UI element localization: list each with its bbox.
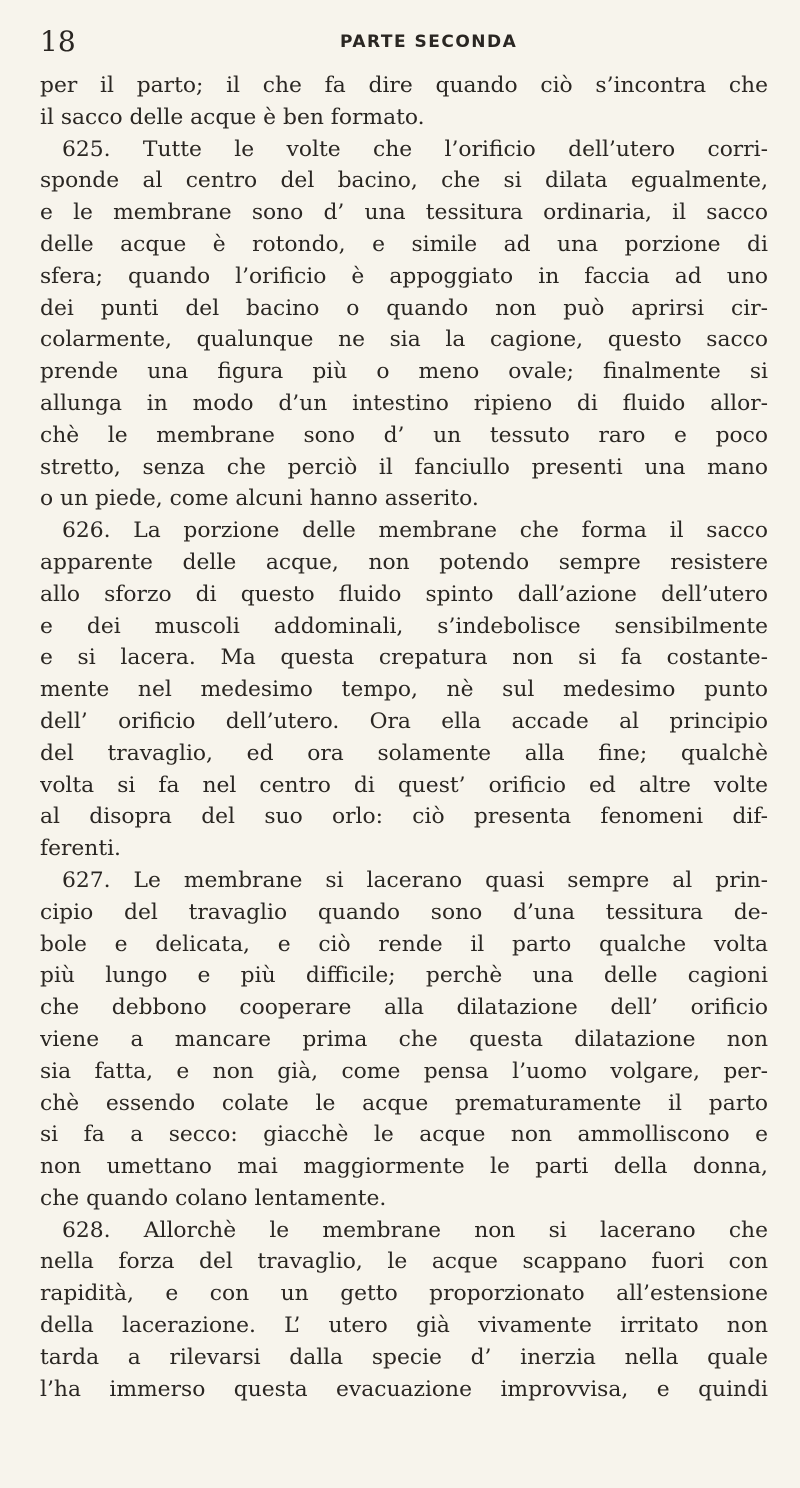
- text-line: colarmente, qualunque ne sia la cagione, questo sacco: [40, 327, 768, 353]
- text-line: al disopra del suo orlo: ciò presenta fenomeni dif-: [40, 804, 768, 830]
- text-line: della lacerazione. L’ utero già vivamente irritato non: [40, 1313, 768, 1339]
- running-head: PARTE SECONDA: [340, 32, 518, 52]
- text-line: del travaglio, ed ora solamente alla fine; qualchè: [40, 740, 768, 766]
- text-line: 627. Le membrane si lacerano quasi sempre al prin-: [62, 867, 768, 893]
- text-line: più lungo e più difficile; perchè una delle cagioni: [40, 963, 768, 989]
- text-line: stretto, senza che perciò il fanciullo presenti una mano: [40, 454, 768, 480]
- text-line: viene a mancare prima che questa dilatazione non: [40, 1026, 768, 1052]
- text-line: bole e delicata, e ciò rende il parto qualche volta: [40, 931, 768, 957]
- text-line: mente nel medesimo tempo, nè sul medesimo punto: [40, 677, 768, 703]
- text-line: allo sforzo di questo fluido spinto dall’azione dell’utero: [40, 581, 768, 607]
- text-line: chè essendo colate le acque prematuramente il parto: [40, 1090, 768, 1116]
- text-line: dell’ orificio dell’utero. Ora ella accade al principio: [40, 708, 768, 734]
- page-header: [40, 24, 760, 64]
- text-line: si fa a secco: giacchè le acque non ammolliscono e: [40, 1122, 768, 1148]
- text-line: non umettano mai maggiormente le parti della donna,: [40, 1154, 768, 1180]
- text-line: tarda a rilevarsi dalla specie d’ inerzia nella quale: [40, 1344, 768, 1370]
- text-line: ferenti.: [40, 836, 121, 862]
- text-line: che quando colano lentamente.: [40, 1185, 387, 1211]
- text-line: il sacco delle acque è ben formato.: [40, 104, 425, 130]
- body-text: [40, 70, 768, 1405]
- text-line: o un piede, come alcuni hanno asserito.: [40, 486, 479, 512]
- text-line: per il parto; il che fa dire quando ciò s’incontra che: [40, 73, 768, 98]
- text-line: e le membrane sono d’ una tessitura ordinaria, il sacco: [40, 200, 768, 226]
- text-line: e si lacera. Ma questa crepatura non si fa costante-: [40, 645, 768, 671]
- text-line: e dei muscoli addominali, s’indebolisce sensibilmente: [40, 613, 768, 639]
- text-line: l’ha immerso questa evacuazione improvvisa, e quindi: [40, 1376, 768, 1402]
- text-line: sfera; quando l’orificio è appoggiato in faccia ad uno: [40, 263, 768, 289]
- text-line: che debbono cooperare alla dilatazione dell’ orificio: [40, 995, 768, 1021]
- text-line: apparente delle acque, non potendo sempre resistere: [40, 549, 768, 575]
- text-line: sia fatta, e non già, come pensa l’uomo volgare, per-: [40, 1058, 768, 1084]
- page-number: 18: [40, 25, 76, 58]
- text-line: prende una figura più o meno ovale; finalmente si: [40, 359, 768, 385]
- text-line: dei punti del bacino o quando non può aprirsi cir-: [40, 295, 768, 321]
- text-line: 625. Tutte le volte che l’orificio dell’utero corri-: [62, 136, 768, 162]
- text-line: sponde al centro del bacino, che si dilata egualmente,: [40, 168, 768, 194]
- text-line: 628. Allorchè le membrane non si lacerano che: [62, 1217, 768, 1243]
- text-line: allunga in modo d’un intestino ripieno di fluido allor-: [40, 390, 768, 416]
- text-line: delle acque è rotondo, e simile ad una porzione di: [40, 231, 768, 257]
- text-line: cipio del travaglio quando sono d’una tessitura de-: [40, 899, 768, 925]
- text-line: volta si fa nel centro di quest’ orificio ed altre volte: [40, 772, 768, 798]
- text-line: 626. La porzione delle membrane che forma il sacco: [62, 518, 768, 544]
- text-line: chè le membrane sono d’ un tessuto raro e poco: [40, 422, 768, 448]
- text-line: nella forza del travaglio, le acque scappano fuori con: [40, 1249, 768, 1275]
- text-line: rapidità, e con un getto proporzionato all’estensione: [40, 1281, 768, 1307]
